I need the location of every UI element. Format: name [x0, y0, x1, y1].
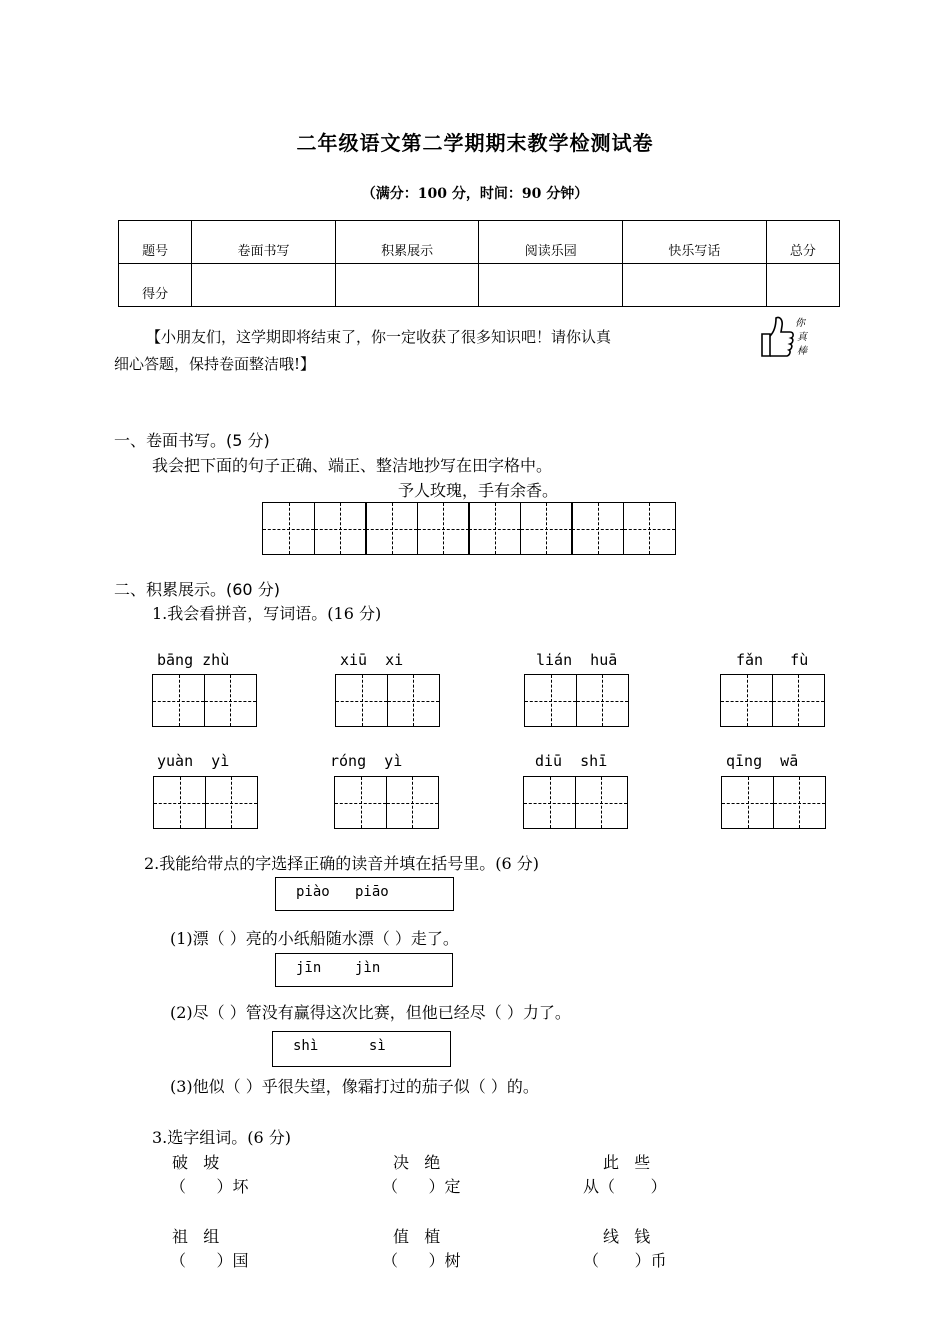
tian-grid-word[interactable] [721, 776, 826, 829]
word-blank[interactable]: （ ）定 [382, 1177, 461, 1196]
q1-title: 1.我会看拼音，写词语。(16 分) [152, 604, 382, 623]
table-header-cell: 题号 [119, 221, 192, 264]
tian-cell[interactable] [524, 674, 577, 727]
tian-cell[interactable] [721, 776, 774, 829]
table-header-cell: 快乐写话 [623, 221, 767, 264]
tian-grid-sentence[interactable] [262, 502, 676, 555]
pinyin-label: xiū xi [340, 651, 404, 669]
tian-cell[interactable] [386, 776, 439, 829]
section2-heading: 二、积累展示。(60 分) [114, 580, 280, 599]
word-blank[interactable]: （ ）国 [170, 1251, 249, 1270]
score-cell[interactable] [766, 264, 839, 307]
word-blank[interactable]: 从（ ） [583, 1177, 667, 1196]
pinyin-label: qīng wā [726, 752, 799, 770]
pinyin-option-box: jīn jìn [275, 953, 453, 987]
q2-sentence-3: (3)他似（ ）乎很失望，像霜打过的茄子似（ ）的。 [170, 1077, 539, 1096]
section1-instruction: 我会把下面的句子正确、端正、整洁地抄写在田字格中。 [152, 456, 553, 475]
q2-sentence-2: (2)尽（ ）管没有赢得这次比赛，但他已经尽（ ）力了。 [170, 1003, 571, 1022]
score-cell[interactable] [335, 264, 479, 307]
pinyin-option-box: piào piāo [275, 877, 454, 911]
tian-grid-word[interactable] [524, 674, 629, 727]
tian-cell[interactable] [575, 776, 628, 829]
word-blank[interactable]: （ ）坏 [170, 1177, 249, 1196]
q2-sentence-1: (1)漂（ ）亮的小纸船随水漂（ ）走了。 [170, 929, 459, 948]
tian-cell[interactable] [262, 502, 315, 555]
tian-grid-word[interactable] [523, 776, 628, 829]
stamp-char: 真 [797, 332, 807, 343]
section1-sentence: 予人玫瑰，手有余香。 [398, 481, 559, 500]
q2-title: 2.我能给带点的字选择正确的读音并填在括号里。(6 分) [144, 854, 540, 873]
word-blank[interactable]: （ ）树 [382, 1251, 461, 1270]
char-choice: 值 植 [393, 1227, 441, 1246]
tian-cell[interactable] [334, 776, 387, 829]
table-header-cell: 总分 [766, 221, 839, 264]
table-row [119, 264, 840, 307]
thumbs-up-icon [756, 312, 810, 362]
tian-cell[interactable] [571, 502, 624, 555]
tian-cell[interactable] [335, 674, 388, 727]
pinyin-label: diū shī [535, 752, 608, 770]
char-choice: 祖 组 [172, 1227, 220, 1246]
tian-cell[interactable] [152, 674, 205, 727]
intro-line-1: 【小朋友们，这学期即将结束了，你一定收获了很多知识吧！请你认真 [146, 328, 612, 346]
tian-cell[interactable] [204, 674, 257, 727]
table-header-cell: 阅读乐园 [479, 221, 623, 264]
pinyin-label: fǎn fù [736, 651, 809, 669]
page-subtitle: （满分：100 分，时间：90 分钟） [361, 186, 589, 202]
tian-cell[interactable] [387, 674, 440, 727]
tian-grid-word[interactable] [152, 674, 257, 727]
tian-grid-word[interactable] [720, 674, 825, 727]
tian-cell[interactable] [520, 502, 573, 555]
q3-title: 3.选字组词。(6 分) [152, 1128, 292, 1147]
tian-cell[interactable] [205, 776, 258, 829]
tian-cell[interactable] [365, 502, 418, 555]
pinyin-label: lián huā [536, 651, 618, 669]
section1-heading: 一、卷面书写。(5 分) [114, 431, 270, 450]
table-header-row [119, 221, 840, 264]
char-choice: 此 些 [603, 1153, 651, 1172]
table-header-cell: 积累展示 [335, 221, 479, 264]
tian-cell[interactable] [576, 674, 629, 727]
tian-cell[interactable] [720, 674, 773, 727]
pinyin-label: bāng zhù [157, 651, 230, 669]
table-header-cell: 卷面书写 [192, 221, 336, 264]
tian-cell[interactable] [623, 502, 676, 555]
score-cell[interactable] [192, 264, 336, 307]
stamp-char: 棒 [797, 346, 807, 357]
tian-cell[interactable] [417, 502, 470, 555]
tian-cell[interactable] [523, 776, 576, 829]
score-table [118, 220, 840, 307]
char-choice: 决 绝 [393, 1153, 441, 1172]
word-blank[interactable]: （ ）币 [583, 1251, 667, 1270]
score-row-label: 得分 [119, 264, 192, 307]
tian-grid-word[interactable] [153, 776, 258, 829]
tian-cell[interactable] [314, 502, 367, 555]
pinyin-label: yuàn yì [157, 752, 230, 770]
tian-cell[interactable] [773, 776, 826, 829]
pinyin-label: róng yì [330, 752, 403, 770]
pinyin-option-box: shì sì [272, 1031, 451, 1067]
tian-grid-word[interactable] [335, 674, 440, 727]
tian-cell[interactable] [468, 502, 521, 555]
stamp-char: 你 [795, 318, 805, 329]
tian-cell[interactable] [153, 776, 206, 829]
tian-grid-word[interactable] [334, 776, 439, 829]
page-title: 二年级语文第二学期期末教学检测试卷 [296, 131, 654, 155]
intro-line-2: 细心答题，保持卷面整洁哦!】 [114, 355, 316, 373]
score-cell[interactable] [623, 264, 767, 307]
char-choice: 线 钱 [603, 1227, 651, 1246]
tian-cell[interactable] [772, 674, 825, 727]
score-cell[interactable] [479, 264, 623, 307]
char-choice: 破 坡 [172, 1153, 220, 1172]
